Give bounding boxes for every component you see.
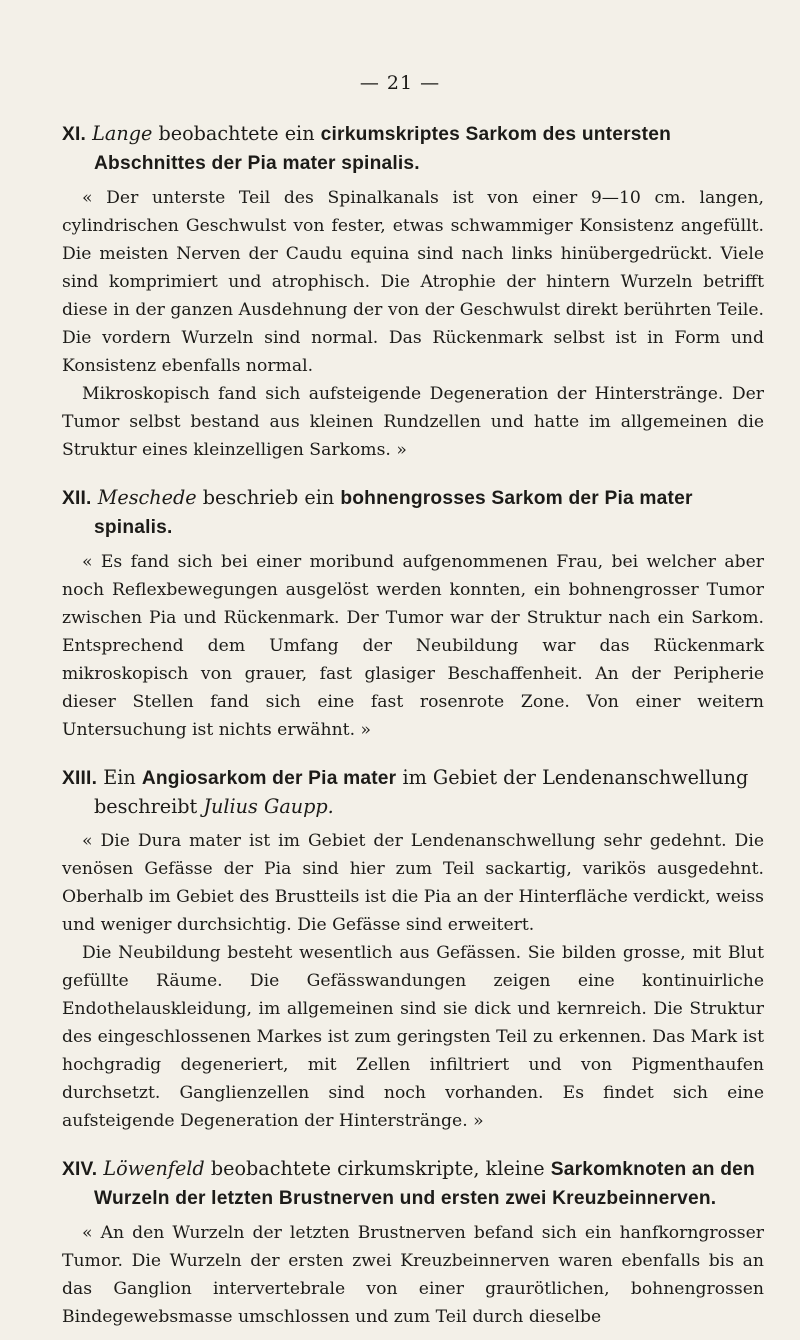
heading-text: beobachtete cirkumskripte, kleine bbox=[204, 1157, 551, 1180]
section-number: XII. bbox=[62, 488, 92, 509]
case-section-xiii bbox=[62, 764, 764, 1135]
section-number: XIII. bbox=[62, 768, 98, 789]
paragraph: « Der unterste Teil des Spinalkanals ist von einer 9—10 cm. langen, cylindrischen Geschwulst von fester, etwas schwammiger Konsistenz angefüllt. Die meisten Nerven der Caudu equina sind nach links hinübergedrückt. Viele sind komprimiert und atrophisch. Die Atrophie der hintern Wurzeln betrifft diese in der ganzen Ausdehnung der von der Geschwulst direkt berührten Teile. Die vordern Wurzeln sind normal. Das Rückenmark selbst ist in Form und Konsistenz ebenfalls normal. bbox=[62, 188, 764, 376]
heading-text: beschrieb ein bbox=[196, 486, 341, 509]
section-heading bbox=[62, 484, 764, 542]
case-section-xiv bbox=[62, 1155, 764, 1331]
section-number: XI. bbox=[62, 124, 87, 145]
heading-title: Sarkomknoten an den Wurzeln der letzten Brustnerven und ersten zwei Kreuzbeinnerven. bbox=[94, 1159, 755, 1209]
heading-text-continued: im Gebiet der Lendenanschwellung beschreibt bbox=[94, 766, 749, 818]
paragraph: Die Neubildung besteht wesentlich aus Gefässen. Sie bilden grosse, mit Blut gefüllte Räume. Die Gefässwandungen zeigen eine kontinuirliche Endothelauskleidung, im allgemeinen sind sie dick und kernreich. Die Struktur des eingeschlossenen Markes ist zum geringsten Teil zu erkennen. Das Mark ist hochgradig degeneriert, mit Zellen infiltriert und von Pigmenthaufen durchsetzt. Ganglienzellen sind noch vorhanden. Es findet sich eine aufsteigende Degeneration der Hinterstränge. » bbox=[62, 943, 764, 1131]
page-number: — 21 — bbox=[359, 72, 441, 94]
paragraph: « Es fand sich bei einer moribund aufgenommenen Frau, bei welcher aber noch Reflexbewegungen ausgelöst werden konnten, ein bohnengrosser Tumor zwischen Pia und Rückenmark. Der Tumor war der Struktur nach ein Sarkom. Entsprechend dem Umfang der Neubildung war das Rückenmark mikroskopisch von grauer, fast glasiger Beschaffenheit. An der Peripherie dieser Stellen fand sich eine fast rosenrote Zone. Von einer weitern Untersuchung ist nichts erwähnt. » bbox=[62, 552, 764, 740]
author-name: Julius Gaupp. bbox=[203, 795, 334, 818]
author-name: Löwenfeld bbox=[103, 1157, 205, 1180]
section-heading bbox=[62, 1155, 764, 1213]
section-number: XIV. bbox=[62, 1159, 98, 1180]
heading-text: Ein bbox=[97, 766, 142, 789]
case-section-xii bbox=[62, 484, 764, 744]
paragraph: « An den Wurzeln der letzten Brustnerven befand sich ein hanfkorngrosser Tumor. Die Wurzeln der ersten zwei Kreuzbeinnerven waren ebenfalls bis an das Ganglion intervertebrale von einer graurötlichen, bohnengrossen Bindegewebsmasse umschlossen und zum Teil durch dieselbe bbox=[62, 1223, 764, 1327]
section-heading bbox=[62, 764, 764, 821]
heading-title: bohnengrosses Sarkom der Pia mater spinalis. bbox=[94, 488, 693, 538]
case-section-xi bbox=[62, 120, 764, 464]
author-name: Lange bbox=[92, 122, 153, 145]
paragraph: Mikroskopisch fand sich aufsteigende Degeneration der Hinterstränge. Der Tumor selbst bestand aus kleinen Rundzellen und hatte im allgemeinen die Struktur eines kleinzelligen Sarkoms. » bbox=[62, 384, 764, 460]
heading-title: cirkumskriptes Sarkom des untersten Abschnittes der Pia mater spinalis. bbox=[94, 124, 672, 174]
author-name: Meschede bbox=[97, 486, 197, 509]
heading-title: Angiosarkom der Pia mater bbox=[141, 768, 397, 789]
paragraph: « Die Dura mater ist im Gebiet der Lendenanschwellung sehr gedehnt. Die venösen Gefässe der Pia sind hier zum Teil sackartig, varikös ausgedehnt. Oberhalb im Gebiet des Brustteils ist die Pia an der Hinterfläche verdickt, weiss und weniger durchsichtig. Die Gefässe sind erweitert. bbox=[62, 831, 764, 935]
section-heading bbox=[62, 120, 764, 178]
heading-text: beobachtete ein bbox=[152, 122, 321, 145]
